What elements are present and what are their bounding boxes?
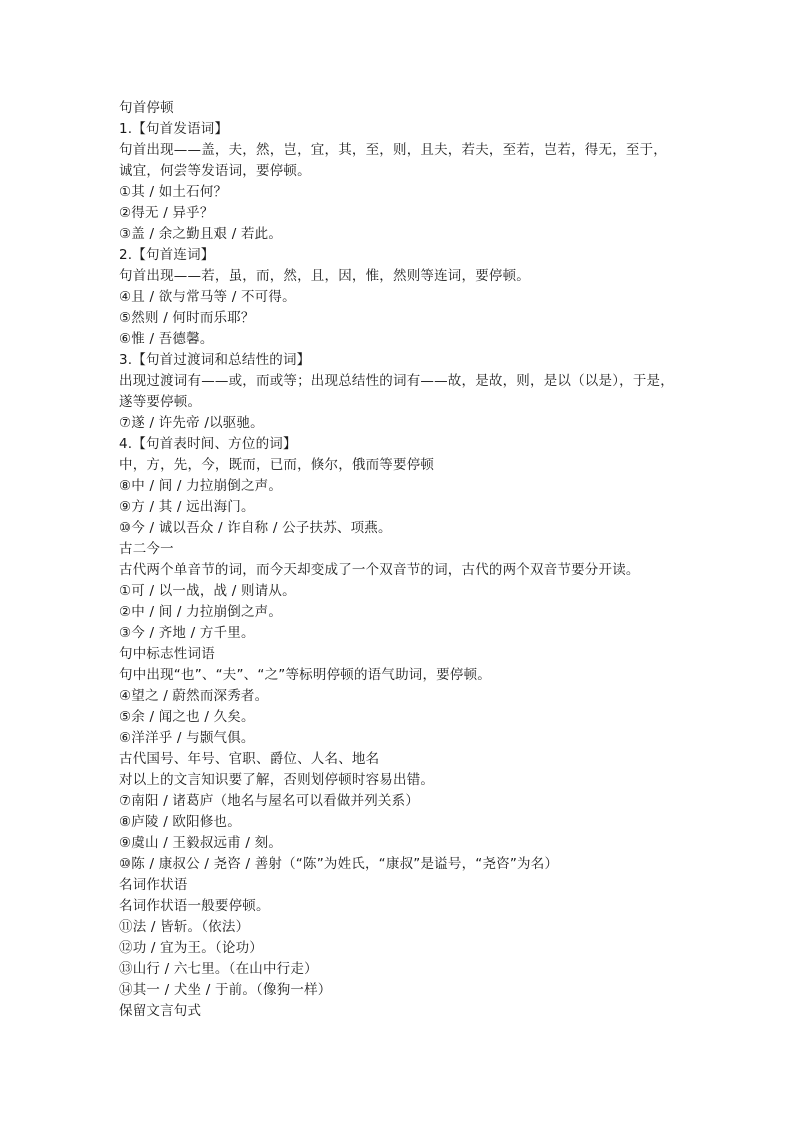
example-line: ⑨方 / 其 / 远出海门。 — [119, 499, 255, 515]
paragraph-line: 句中出现“也”、“夫”、“之”等标明停顿的语气助词，要停顿。 — [119, 667, 491, 683]
paragraph-line: 句首出现——盖，夫，然，岂，宜，其，至，则，且夫，若夫，至若，岂若，得无，至于， — [119, 142, 667, 158]
paragraph-line: 对以上的文言知识要了解，否则划停顿时容易出错。 — [119, 772, 435, 788]
document-body — [119, 98, 689, 1022]
example-line: ⑧庐陵 / 欧阳修也。 — [119, 814, 241, 830]
example-line: ⑫功 / 宜为王。（论功） — [119, 940, 263, 956]
example-line: ⑨虞山 / 王毅叔远甫 / 刻。 — [119, 835, 283, 851]
paragraph-line: 名词作状语一般要停顿。 — [119, 898, 270, 914]
example-line: ⑧中 / 间 / 力拉崩倒之声。 — [119, 478, 283, 494]
paragraph-line: 遂等要停顿。 — [119, 394, 202, 410]
section-heading: 句首停顿 — [119, 100, 174, 116]
paragraph-line: 句首出现——若，虽，而，然，且，因，惟，然则等连词，要停顿。 — [119, 268, 530, 284]
paragraph-line: 出现过渡词有——或，而或等；出现总结性的词有——故，是故，则，是以（以是），于是， — [119, 373, 674, 389]
section-heading: 古代国号、年号、官职、爵位、人名、地名 — [119, 751, 380, 767]
example-line: ④且 / 欲与常马等 / 不可得。 — [119, 289, 296, 305]
example-line: ③今 / 齐地 / 方千里。 — [119, 625, 255, 641]
subsection-heading: 3.【句首过渡词和总结性的词】 — [119, 352, 311, 368]
example-line: ②得无 / 异乎？ — [119, 205, 214, 221]
example-line: ⑭其一 / 犬坐 / 于前。（像狗一样） — [119, 982, 332, 998]
example-line: ⑥惟 / 吾德馨。 — [119, 331, 214, 347]
paragraph-line: 古代两个单音节的词，而今天却变成了一个双音节的词，古代的两个双音节要分开读。 — [119, 562, 640, 578]
subsection-heading: 2.【句首连词】 — [119, 247, 215, 263]
example-line: ②中 / 间 / 力拉崩倒之声。 — [119, 604, 283, 620]
example-line: ①其 / 如土石何？ — [119, 184, 228, 200]
subsection-heading: 4.【句首表时间、方位的词】 — [119, 436, 297, 452]
example-line: ⑩陈 / 康叔公 / 尧咨 / 善射（“陈”为姓氏，“康叔”是谥号，“尧咨”为名） — [119, 856, 559, 872]
paragraph-line: 诚宜，何尝等发语词，要停顿。 — [119, 163, 311, 179]
example-line: ⑤然则 / 何时而乐耶？ — [119, 310, 255, 326]
section-heading: 古二今一 — [119, 541, 174, 557]
example-line: ③盖 / 余之勤且艰 / 若此。 — [119, 226, 283, 242]
subsection-heading: 1.【句首发语词】 — [119, 121, 229, 137]
example-line: ⑪法 / 皆斩。（依法） — [119, 919, 250, 935]
section-heading: 句中标志性词语 — [119, 646, 215, 662]
example-line: ⑬山行 / 六七里。（在山中行走） — [119, 961, 318, 977]
example-line: ①可 / 以一战，战 / 则请从。 — [119, 583, 296, 599]
paragraph-line: 中，方，先，今，既而，已而，倏尔，俄而等要停顿 — [119, 457, 435, 473]
example-line: ⑦遂 / 许先帝 /以驱驰。 — [119, 415, 264, 431]
example-line: ④望之 / 蔚然而深秀者。 — [119, 688, 269, 704]
section-heading: 保留文言句式 — [119, 1003, 202, 1019]
example-line: ⑦南阳 / 诸葛庐（地名与屋名可以看做并列关系） — [119, 793, 420, 809]
section-heading: 名词作状语 — [119, 877, 188, 893]
example-line: ⑩今 / 诚以吾众 / 诈自称 / 公子扶苏、项燕。 — [119, 520, 392, 536]
example-line: ⑤余 / 闻之也 / 久矣。 — [119, 709, 255, 725]
example-line: ⑥洋洋乎 / 与颢气俱。 — [119, 730, 255, 746]
